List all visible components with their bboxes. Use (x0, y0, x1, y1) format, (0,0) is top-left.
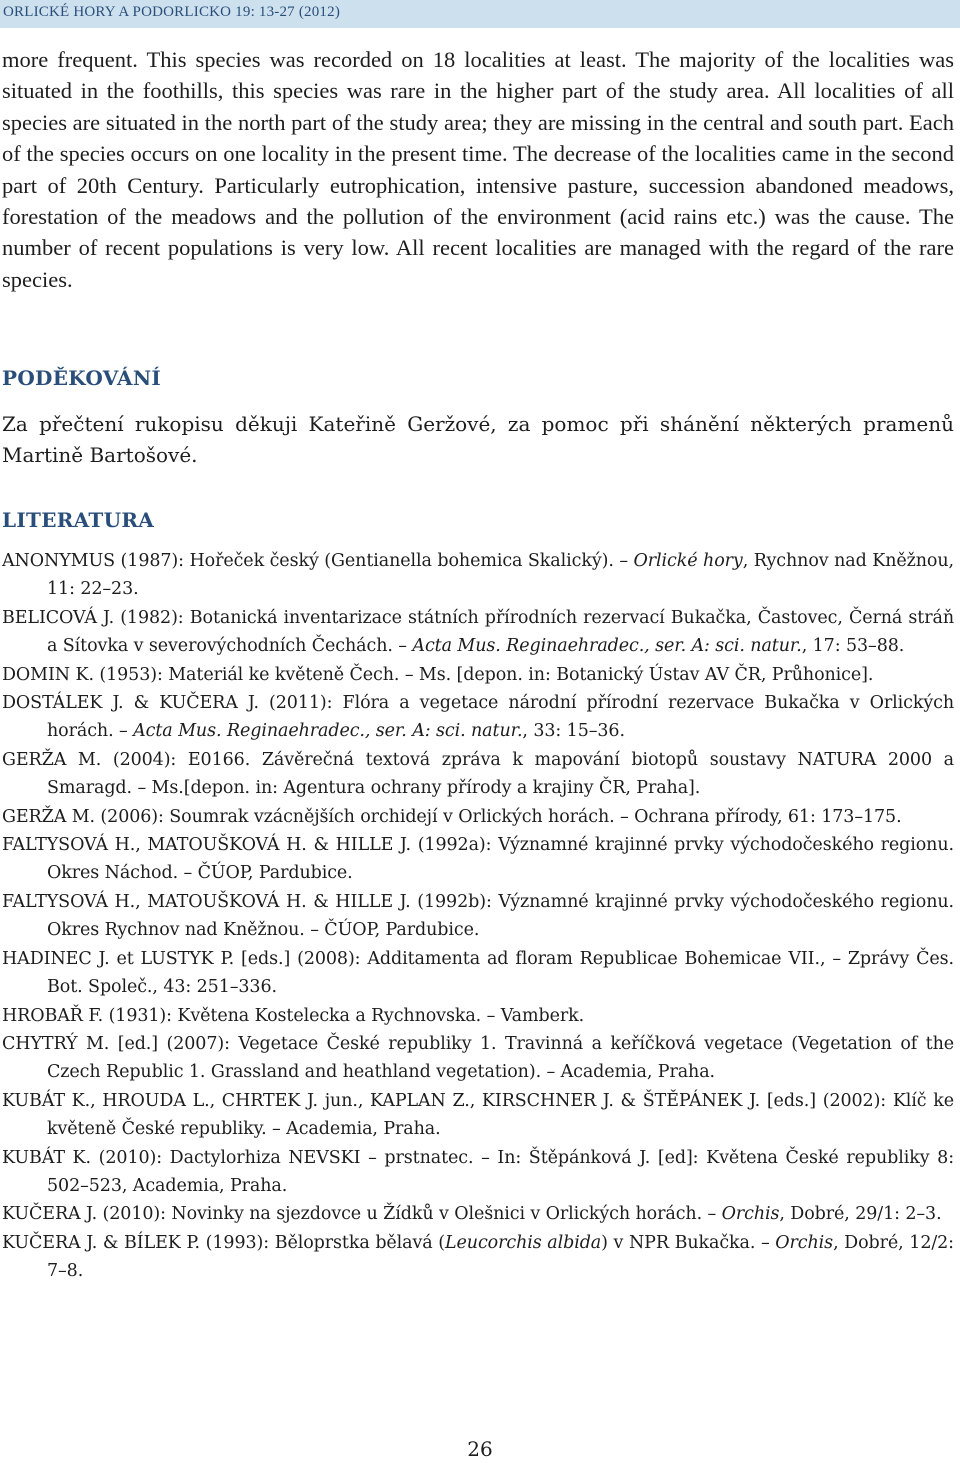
literature-heading: LITERATURA (2, 508, 155, 532)
reference-item: FALTYSOVÁ H., MATOUŠKOVÁ H. & HILLE J. (1992a): Významné krajinné prvky východočeského regionu. Okres Náchod. – ČÚOP, Pardubice. (2, 835, 954, 884)
reference-item: KUBÁT K., HROUDA L., CHRTEK J. jun., KAPLAN Z., KIRSCHNER J. & ŠTĚPÁNEK J. [eds.] (2002): Klíč ke květeně České republiky. – Academia, Praha. (2, 1090, 954, 1140)
reference-item: DOMIN K. (1953): Materiál ke květeně Čech. – Ms. [depon. in: Botanický Ústav AV ČR, Průhonice]. (2, 664, 874, 685)
acknowledgements-heading: PODĚKOVÁNÍ (2, 366, 162, 390)
reference-item: HADINEC J. et LUSTYK P. [eds.] (2008): Additamenta ad floram Republicae Bohemicae VII., – Zprávy Čes. Bot. Společ., 43: 251–336. (2, 948, 954, 998)
reference-item: HROBAŘ F. (1931): Květena Kostelecka a Rychnovska. – Vamberk. (2, 1005, 585, 1026)
reference-list (2, 547, 954, 1286)
abstract-continuation: more frequent. This species was recorded on 18 localities at least. The majority of the localities was situated in the foothills, this species was rare in the higher part of the study area. All localities of all species are situated in the north part of the study area; they are missing in the central and south part. Each of the species occurs on one locality in the present time. The decrease of the localities came in the second part of 20th Century. Particularly eutrophication, intensive pasture, succession abandoned meadows, forestation of the meadows and the pollution of the environment (acid rains etc.) was the cause. The number of recent populations is very low. All recent localities are managed with the regard of the rare species. (2, 47, 954, 292)
reference-item: KUČERA J. & BÍLEK P. (1993): Běloprstka bělavá (Leucorchis albida) v NPR Bukačka. – Orchis, Dobré, 12/2: 7–8. (2, 1232, 954, 1282)
page-number: 26 (467, 1437, 493, 1461)
reference-item: FALTYSOVÁ H., MATOUŠKOVÁ H. & HILLE J. (1992b): Významné krajinné prvky východočeského regionu. Okres Rychnov nad Kněžnou. – ČÚOP, Pardubice. (2, 891, 954, 941)
acknowledgements-text: Za přečtení rukopisu děkuji Kateřině Geržové, za pomoc při shánění některých pramenů Martině Bartošové. (2, 412, 954, 467)
reference-item: BELICOVÁ J. (1982): Botanická inventarizace státních přírodních rezervací Bukačka, Častovec, Černá stráň a Sítovka v severovýchodních Čechách. – Acta Mus. Reginaehradec., ser. A: sci. natur., 17: 53–88. (2, 607, 954, 657)
reference-item: GERŽA M. (2004): E0166. Závěrečná textová zpráva k mapování biotopů soustavy NATURA 2000 a Smaragd. – Ms.[depon. in: Agentura ochrany přírody a krajiny ČR, Praha]. (2, 749, 954, 799)
journal-citation: ORLICKÉ HORY A PODORLICKO 19: 13-27 (2012) (3, 4, 341, 20)
reference-item: ANONYMUS (1987): Hořeček český (Gentianella bohemica Skalický). – Orlické hory, Rychnov nad Kněžnou, 11: 22–23. (2, 551, 954, 600)
reference-item: KUBÁT K. (2010): Dactylorhiza NEVSKI – prstnatec. – In: Štěpánková J. [ed]: Květena České republiky 8: 502–523, Academia, Praha. (2, 1147, 954, 1196)
reference-item: CHYTRÝ M. [ed.] (2007): Vegetace České republiky 1. Travinná a keříčková vegetace (Vegetation of the Czech Republic 1. Grassland and heathland vegetation). – Academia, Praha. (2, 1033, 954, 1083)
running-header (0, 0, 960, 28)
reference-item: DOSTÁLEK J. & KUČERA J. (2011): Flóra a vegetace národní přírodní rezervace Bukačka v Orlických horách. – Acta Mus. Reginaehradec., ser. A: sci. natur., 33: 15–36. (2, 693, 954, 742)
reference-item: KUČERA J. (2010): Novinky na sjezdovce u Žídků v Olešnici v Orlických horách. – Orchis, Dobré, 29/1: 2–3. (2, 1204, 942, 1225)
reference-item: GERŽA M. (2006): Soumrak vzácnějších orchidejí v Orlických horách. – Ochrana přírody, 61: 173–175. (2, 806, 902, 827)
